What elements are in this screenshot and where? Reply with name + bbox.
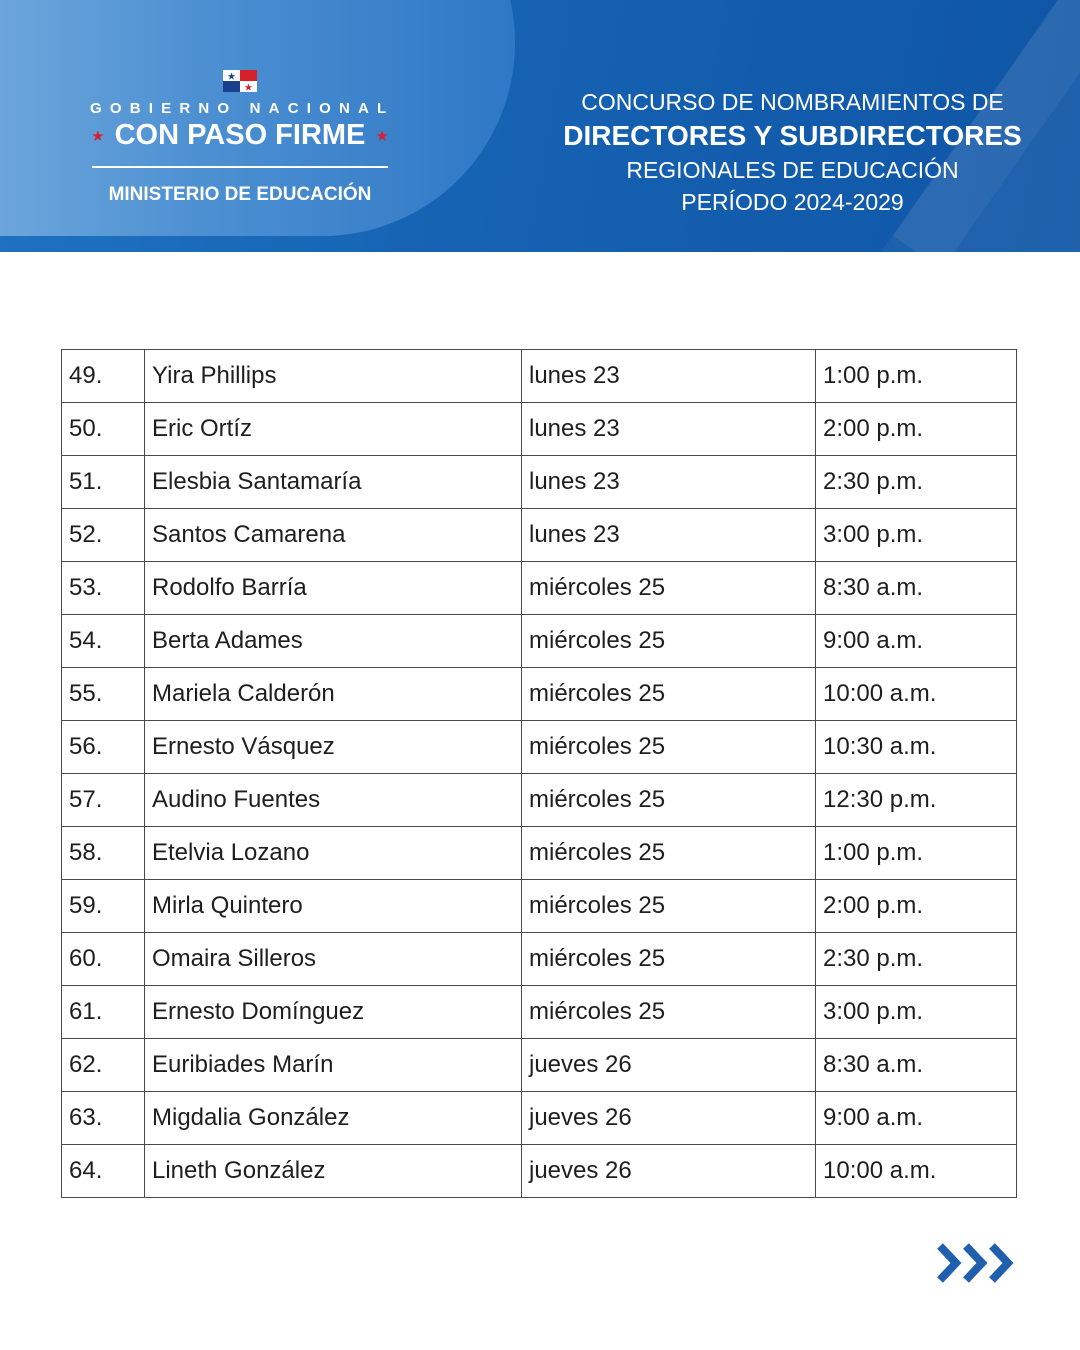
interview-time: 2:00 p.m.	[816, 403, 1017, 456]
interview-time: 2:30 p.m.	[816, 456, 1017, 509]
interview-day: miércoles 25	[522, 615, 816, 668]
interview-day: miércoles 25	[522, 933, 816, 986]
candidate-name: Mirla Quintero	[145, 880, 522, 933]
row-number: 54.	[62, 615, 145, 668]
interview-time: 1:00 p.m.	[816, 350, 1017, 403]
triple-chevron-right-icon[interactable]	[936, 1242, 1018, 1284]
row-number: 59.	[62, 880, 145, 933]
interview-time: 3:00 p.m.	[816, 986, 1017, 1039]
government-logo	[90, 70, 395, 206]
candidate-name: Eric Ortíz	[145, 403, 522, 456]
row-number: 56.	[62, 721, 145, 774]
interview-time: 10:30 a.m.	[816, 721, 1017, 774]
row-number: 61.	[62, 986, 145, 1039]
interview-day: lunes 23	[522, 456, 816, 509]
row-number: 52.	[62, 509, 145, 562]
table-row	[62, 933, 1017, 986]
logo-slogan	[90, 119, 390, 152]
interview-day: miércoles 25	[522, 986, 816, 1039]
candidate-name: Migdalia González	[145, 1092, 522, 1145]
row-number: 57.	[62, 774, 145, 827]
candidate-name: Elesbia Santamaría	[145, 456, 522, 509]
interview-time: 1:00 p.m.	[816, 827, 1017, 880]
interview-time: 8:30 a.m.	[816, 562, 1017, 615]
interview-time: 3:00 p.m.	[816, 509, 1017, 562]
candidate-name: Santos Camarena	[145, 509, 522, 562]
title-line-1: CONCURSO DE NOMBRAMIENTOS DE	[581, 89, 1004, 115]
row-number: 63.	[62, 1092, 145, 1145]
title-line-4: PERÍODO 2024-2029	[681, 189, 904, 215]
row-number: 62.	[62, 1039, 145, 1092]
interview-day: miércoles 25	[522, 880, 816, 933]
table-row	[62, 509, 1017, 562]
table-row	[62, 880, 1017, 933]
interview-day: miércoles 25	[522, 668, 816, 721]
interview-day: lunes 23	[522, 509, 816, 562]
candidate-name: Audino Fuentes	[145, 774, 522, 827]
interview-day: lunes 23	[522, 403, 816, 456]
page-title	[545, 86, 1040, 218]
red-star-icon: ★	[375, 127, 389, 145]
header-banner	[0, 0, 1080, 252]
interview-time: 8:30 a.m.	[816, 1039, 1017, 1092]
interview-day: jueves 26	[522, 1039, 816, 1092]
table-row	[62, 1145, 1017, 1198]
candidate-name: Rodolfo Barría	[145, 562, 522, 615]
interview-day: lunes 23	[522, 350, 816, 403]
row-number: 50.	[62, 403, 145, 456]
table-row	[62, 827, 1017, 880]
row-number: 49.	[62, 350, 145, 403]
table-row	[62, 668, 1017, 721]
table-row	[62, 403, 1017, 456]
table-row	[62, 350, 1017, 403]
row-number: 58.	[62, 827, 145, 880]
interview-time: 9:00 a.m.	[816, 615, 1017, 668]
row-number: 51.	[62, 456, 145, 509]
interview-day: miércoles 25	[522, 774, 816, 827]
interview-time: 10:00 a.m.	[816, 1145, 1017, 1198]
interview-day: miércoles 25	[522, 827, 816, 880]
interview-day: jueves 26	[522, 1092, 816, 1145]
candidate-name: Lineth González	[145, 1145, 522, 1198]
red-star-icon: ★	[91, 127, 105, 145]
candidate-name: Mariela Calderón	[145, 668, 522, 721]
table-row	[62, 456, 1017, 509]
interview-time: 12:30 p.m.	[816, 774, 1017, 827]
candidate-name: Yira Phillips	[145, 350, 522, 403]
table-row	[62, 986, 1017, 1039]
table-row	[62, 774, 1017, 827]
schedule-table	[61, 349, 1017, 1198]
logo-government-text: GOBIERNO NACIONAL	[90, 100, 395, 117]
logo-divider	[92, 166, 388, 168]
title-line-3: REGIONALES DE EDUCACIÓN	[626, 157, 959, 183]
candidate-name: Omaira Silleros	[145, 933, 522, 986]
candidate-name: Ernesto Vásquez	[145, 721, 522, 774]
table-row	[62, 615, 1017, 668]
table-row	[62, 721, 1017, 774]
interview-time: 2:30 p.m.	[816, 933, 1017, 986]
table-row	[62, 562, 1017, 615]
interview-day: jueves 26	[522, 1145, 816, 1198]
row-number: 60.	[62, 933, 145, 986]
title-line-2: DIRECTORES Y SUBDIRECTORES	[563, 120, 1022, 151]
interview-time: 10:00 a.m.	[816, 668, 1017, 721]
row-number: 64.	[62, 1145, 145, 1198]
logo-slogan-text: CON PASO FIRME	[114, 119, 366, 151]
interview-day: miércoles 25	[522, 562, 816, 615]
interview-day: miércoles 25	[522, 721, 816, 774]
candidate-name: Etelvia Lozano	[145, 827, 522, 880]
interview-time: 9:00 a.m.	[816, 1092, 1017, 1145]
candidate-name: Euribiades Marín	[145, 1039, 522, 1092]
candidate-name: Ernesto Domínguez	[145, 986, 522, 1039]
row-number: 53.	[62, 562, 145, 615]
interview-time: 2:00 p.m.	[816, 880, 1017, 933]
row-number: 55.	[62, 668, 145, 721]
panama-flag-icon	[223, 70, 257, 92]
table-row	[62, 1092, 1017, 1145]
logo-ministry-text: MINISTERIO DE EDUCACIÓN	[108, 184, 372, 205]
candidate-name: Berta Adames	[145, 615, 522, 668]
table-row	[62, 1039, 1017, 1092]
